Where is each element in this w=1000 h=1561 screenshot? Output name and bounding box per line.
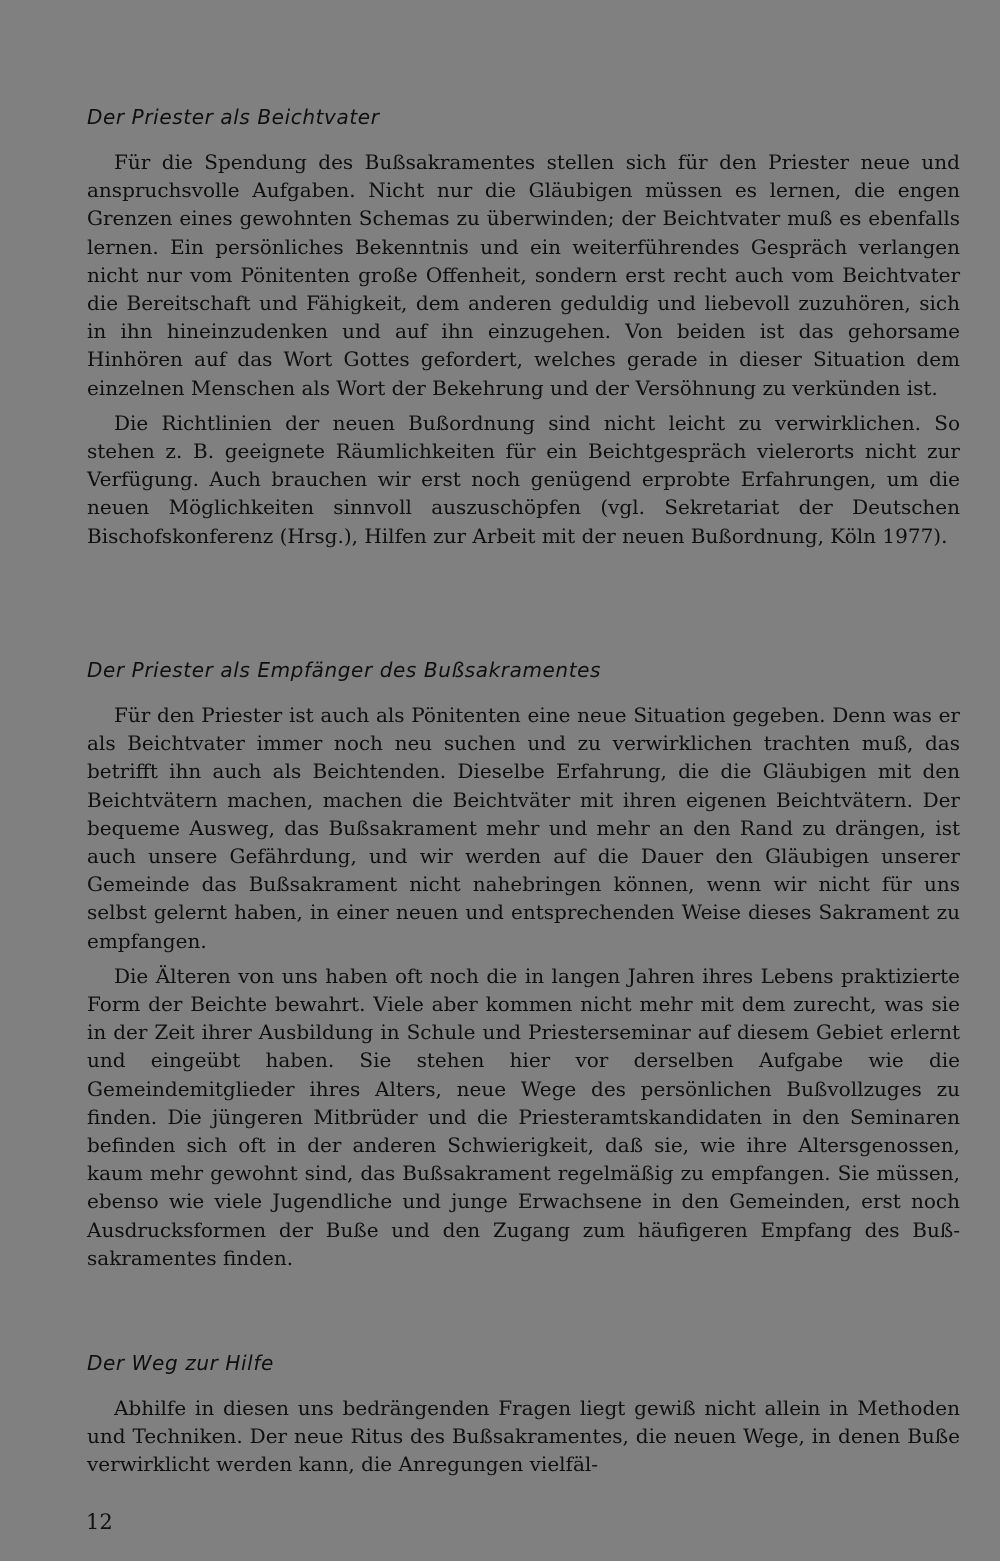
paragraph: Für den Priester ist auch als Pönitenten eine neue Situation gegeben. Denn was er als Beichtvater immer noch neu suchen und zu verwirklichen trachten muß, das betrifft ihn auch als Beichtenden. Dieselbe Erfahrung, die die Gläubigen mit den Beichtvätern machen, machen die Beichtväter mit ihren eigenen Beichtvätern. Der bequeme Ausweg, das Bußsakrament mehr und mehr an den Rand zu drängen, ist auch unsere Gefährdung, und wir werden auf die Dauer den Gläubigen unserer Gemeinde das Bußsakrament nicht nahebringen können, wenn wir nicht für uns selbst gelernt haben, in einer neuen und entsprechenden Weise dieses Sakrament zu empfangen.: [87, 703, 960, 953]
section-empfaenger: [87, 657, 960, 1279]
section-weg-zur-hilfe: [87, 1350, 960, 1486]
section-heading: Der Weg zur Hilfe: [87, 1351, 274, 1375]
paragraph: Abhilfe in diesen uns bedrängenden Fragen liegt gewiß nicht allein in Methoden und Techniken. Der neue Ritus des Bußsakramentes, die neuen Wege, in denen Buße verwirklicht werden kann, die Anregungen vielfäl-: [87, 1396, 960, 1477]
section-heading: Der Priester als Beichtvater: [87, 105, 380, 129]
page-number: 12: [86, 1510, 113, 1534]
paragraph: Die Richtlinien der neuen Bußordnung sind nicht leicht zu verwirklichen. So stehen z. B. geeignete Räumlichkeiten für ein Beichtgespräch vielerorts nicht zur Verfügung. Auch brauchen wir erst noch genügend erprobte Erfahrungen, um die neuen Möglichkeiten sinnvoll auszuschöpfen (vgl. Sekretariat der Deutschen Bischofskonferenz (Hrsg.), Hilfen zur Arbeit mit der neuen Bußordnung, Köln 1977).: [87, 410, 960, 548]
section-heading: Der Priester als Empfänger des Bußsakramentes: [87, 658, 602, 682]
section-beichtvater: [87, 104, 960, 557]
paragraph: Für die Spendung des Bußsakramentes stellen sich für den Priester neue und anspruchsvolle Aufgaben. Nicht nur die Gläubigen müssen es lernen, die engen Grenzen eines gewohnten Schemas zu überwinden; der Beichtvater muß es ebenfalls lernen. Ein persönliches Bekenntnis und ein weiterführendes Gespräch verlangen nicht nur vom Pönitenten große Offenheit, sondern erst recht auch vom Beichtvater die Bereitschaft und Fähigkeit, dem anderen geduldig und liebevoll zuzuhören, sich in ihn hineinzudenken und auf ihn einzugehen. Von beiden ist das gehorsame Hinhören auf das Wort Gottes gefordert, welches gerade in dieser Situation dem einzelnen Menschen als Wort der Bekehrung und der Versöhnung zu verkünden ist.: [87, 150, 960, 400]
paragraph: Die Älteren von uns haben oft noch die in langen Jahren ihres Lebens praktizierte Form der Beichte bewahrt. Viele aber kommen nicht mehr mit dem zurecht, was sie in der Zeit ihrer Ausbildung in Schule und Priesterseminar auf diesem Gebiet erlernt und eingeübt haben. Sie stehen hier vor derselben Aufgabe wie die Gemeindemitglieder ihres Alters, neue Wege des persönlichen Bußvollzuges zu finden. Die jüngeren Mitbrüder und die Priesteramtskandidaten in den Seminaren befinden sich oft in der anderen Schwierigkeit, daß sie, wie ihre Altersgenossen, kaum mehr gewohnt sind, das Bußsakrament regelmäßig zu empfangen. Sie müssen, ebenso wie viele Jugendliche und junge Erwachsene in den Gemeinden, erst noch Ausdrucksformen der Buße und den Zugang zum häufigeren Empfang des Bußsakramentes finden.: [87, 963, 960, 1270]
